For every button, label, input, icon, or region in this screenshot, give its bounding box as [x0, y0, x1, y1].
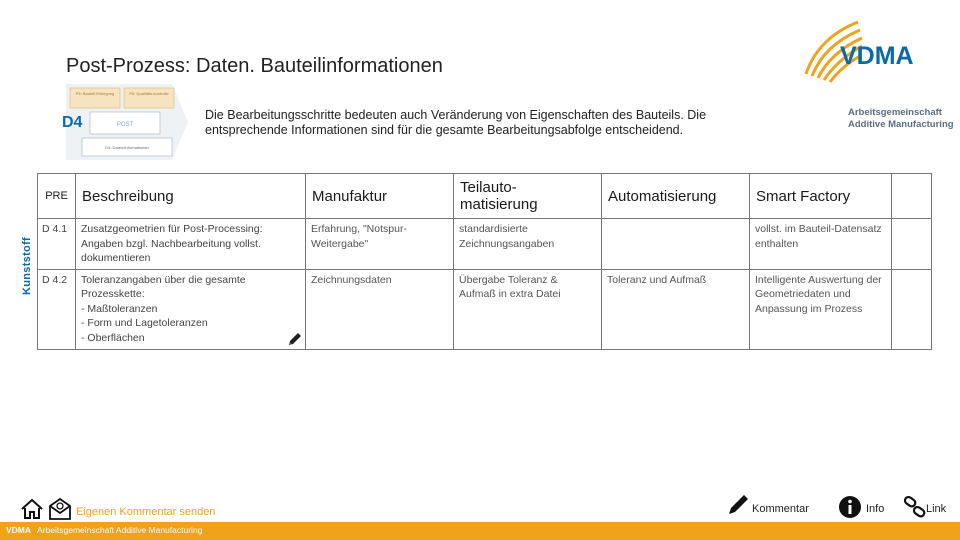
- row-manufaktur: Erfahrung, "Notspur-Weitergabe": [306, 219, 454, 270]
- header-pre: PRE: [38, 174, 76, 219]
- row-manufaktur: Zeichnungsdaten: [306, 269, 454, 349]
- pencil-icon[interactable]: [726, 493, 750, 517]
- row-description: Zusatzgeometrien für Post-Processing: Angaben bzgl. Nachbearbeitung vollst. dokumentieren: [76, 219, 306, 270]
- header-extra: [892, 174, 932, 219]
- row-extra: [892, 219, 932, 270]
- row-smart-factory: Intelligente Auswertung der Geometriedaten und Anpassung im Prozess: [750, 269, 892, 349]
- diagram-box-top-right: P5: Qualitäts-kontrolle: [129, 91, 169, 96]
- footer-brand-name: VDMA: [6, 525, 32, 535]
- row-description-text: Toleranzangaben über die gesamte Prozesskette: - Maßtoleranzen - Form und Lagetoleranzen - Oberflächen: [81, 273, 246, 344]
- info-label[interactable]: Info: [866, 503, 885, 515]
- maturity-table: [37, 173, 932, 350]
- info-icon[interactable]: [838, 495, 862, 519]
- row-automatisierung: [602, 219, 750, 270]
- table-row: [38, 269, 932, 349]
- row-code: D 4.2: [38, 269, 76, 349]
- category-label: Kunststoff: [21, 237, 33, 295]
- logo-wordmark: VDMA: [840, 42, 914, 70]
- table-header-row: [38, 174, 932, 219]
- header-description: Beschreibung: [76, 174, 306, 219]
- link-icon[interactable]: [903, 495, 927, 519]
- row-teilautomatisierung: Übergabe Toleranz & Aufmaß in extra Datei: [454, 269, 602, 349]
- footer-brand: [6, 525, 202, 535]
- send-comment-link[interactable]: Eigenen Kommentar senden: [76, 506, 216, 518]
- link-label[interactable]: Link: [926, 503, 947, 515]
- logo-subtitle: Arbeitsgemeinschaft Additive Manufacturing: [848, 107, 954, 130]
- header-smart-factory: Smart Factory: [750, 174, 892, 219]
- row-teilautomatisierung: standardisierte Zeichnungsangaben: [454, 219, 602, 270]
- footer-brand-text: Arbeitsgemeinschaft Additive Manufacturing: [37, 525, 203, 535]
- phase-label: D4: [62, 114, 83, 131]
- row-smart-factory: vollst. im Bauteil-Datensatz enthalten: [750, 219, 892, 270]
- mail-icon[interactable]: [48, 497, 72, 521]
- header-automatisierung: Automatisierung: [602, 174, 750, 219]
- diagram-box-top-left: P4: Bauteil-Einlegung: [75, 91, 115, 96]
- row-description: [76, 269, 306, 349]
- header-teilautomatisierung: Teilauto- matisierung: [454, 174, 602, 219]
- row-extra: [892, 269, 932, 349]
- page-title: Post-Prozess: Daten. Bauteilinformationen: [66, 55, 443, 77]
- diagram-box-bottom: D4: Daten/Informationen: [105, 145, 149, 150]
- intro-text: Die Bearbeitungsschritte bedeuten auch Veränderung von Eigenschaften des Bauteils. Die entsprechende Informationen sind für die gesamte Bearbeitungsabfolge entscheidend.: [205, 108, 707, 137]
- pencil-icon[interactable]: [287, 331, 303, 347]
- row-automatisierung: Toleranz und Aufmaß: [602, 269, 750, 349]
- home-icon[interactable]: [20, 497, 44, 521]
- diagram-box-middle: POST: [116, 122, 134, 128]
- row-code: D 4.1: [38, 219, 76, 270]
- comment-label[interactable]: Kommentar: [752, 503, 809, 515]
- header-manufaktur: Manufaktur: [306, 174, 454, 219]
- table-row: [38, 219, 932, 270]
